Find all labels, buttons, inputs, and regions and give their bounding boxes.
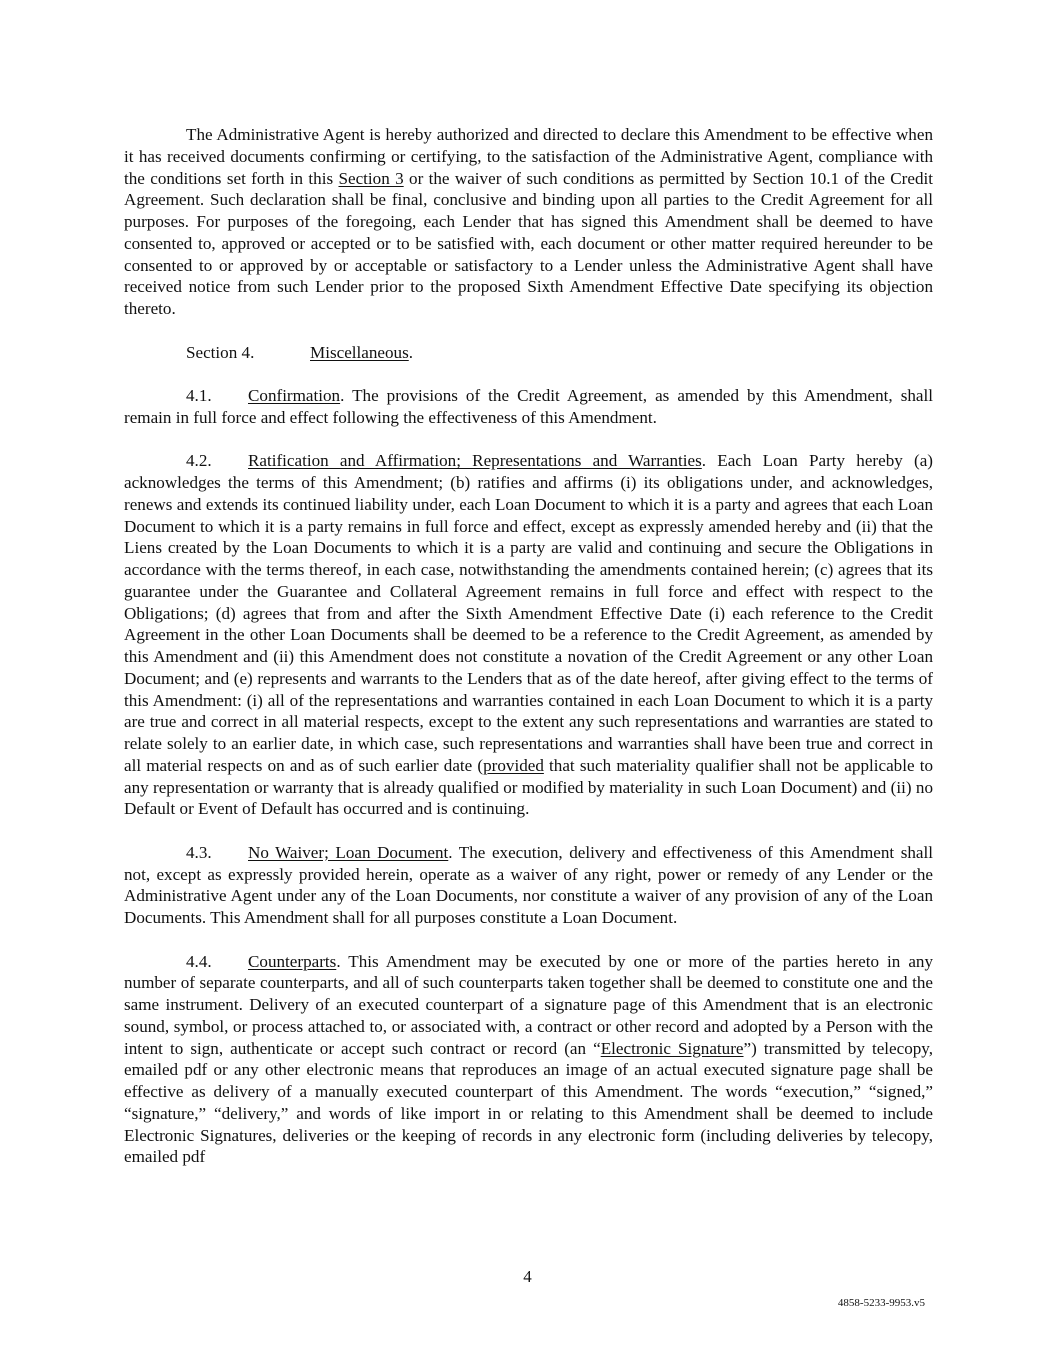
section-4-1-paragraph xyxy=(124,385,933,429)
document-page xyxy=(124,124,933,1190)
intro-text-2: or the waiver of such conditions as permitted by Section 10.1 of the Credit Agreement. Such declaration shall be final, conclusive and binding upon all parties to the Credit Agreement for all purposes. For purposes of the foregoing, each Lender that has signed this Amendment shall be deemed to have consented to, approved or accepted or to be satisfied with, each document or other matter required hereunder to be consented to or approved by or acceptable or satisfactory to a Lender unless the Administrative Agent shall have received notice from such Lender prior to the proposed Sixth Amendment Effective Date specifying its objection thereto. xyxy=(124,168,934,318)
section-4-heading xyxy=(186,342,933,364)
section-4-2-paragraph xyxy=(124,450,933,820)
section-3-reference: Section 3 xyxy=(338,168,404,188)
section-4-3-title: No Waiver; Loan Document xyxy=(248,842,449,862)
document-id: 4858-5233-9953.v5 xyxy=(837,1297,925,1309)
intro-paragraph xyxy=(124,124,933,320)
section-4-4-paragraph xyxy=(124,951,933,1169)
electronic-signature-term: Electronic Signature xyxy=(600,1038,744,1058)
section-4-label: Section 4. xyxy=(186,342,255,362)
section-4-1-title: Confirmation xyxy=(248,386,341,405)
section-4-2-text-2: that such materiality qualifier shall not be applicable to any representation or warranty that is already qualified or modified by materiality in such Loan Document) and (ii) no Default or Event of Default has occurred and is continuing. xyxy=(124,755,933,819)
section-4-4-text-1: . This Amendment may be executed by one or more of the parties hereto in any number of separate counterparts, and all of such counterparts taken together shall be deemed to constitute one and the same instrument. Delivery of an executed counterpart of a signature page of this Amendment that is an electronic sound, symbol, or process attached to, or associated with, a contract or other record and adopted by a Person with the intent to sign, authenticate or accept such contract or record (an “ xyxy=(124,951,933,1058)
section-4-3-paragraph xyxy=(124,842,933,929)
page-number: 4 xyxy=(523,1267,532,1286)
section-4-3-number: 4.3. xyxy=(186,842,212,862)
section-4-1-text: . The provisions of the Credit Agreement, as amended by this Amendment, shall remain in full force and effect following the effectiveness of this Amendment. xyxy=(124,386,933,427)
section-4-4-text-2: ”) transmitted by telecopy, emailed pdf or any other electronic means that reproduces an image of an actual executed signature page shall be effective as delivery of a manually executed counterpart of this Amendment. The words “execution,” “signed,” “signature,” “delivery,” and words of like import in or relating to this Amendment shall be deemed to include Electronic Signatures, deliveries or the keeping of records in any electronic form (including deliveries by telecopy, emailed pdf xyxy=(124,1038,934,1167)
section-4-2-text-1: . Each Loan Party hereby (a) acknowledges the terms of this Amendment; (b) ratifies and affirms (i) its obligations under, and acknowledges, renews and extends its continued liability under, each Loan Document to which it is a party and agrees that each Loan Document to which it is a party remains in full force and effect, except as expressly amended hereby and (ii) that the Liens created by the Loan Documents to which it is a party are valid and continuing and secure the Obligations in accordance with the terms thereof, in each case, notwithstanding the amendments contained herein; (c) agrees that its guarantee under the Guarantee and Collateral Agreement remains in full force and effect with respect to the Obligations; (d) agrees that from and after the Sixth Amendment Effective Date (i) each reference to the Credit Agreement in the other Loan Documents shall be deemed to be a reference to the Credit Agreement, as amended by this Amendment and (ii) this Amendment does not constitute a novation of the Credit Agreement or any other Loan Document; and (e) represents and warrants to the Lenders that as of the date hereof, after giving effect to the terms of this Amendment: (i) all of the representations and warranties contained in each Loan Document to which it is a party are true and correct in all material respects, except to the extent any such representations and warranties are stated to relate solely to an earlier date, in which case, such representations and warranties shall have been true and correct in all material respects on and as of such earlier date ( xyxy=(124,451,933,775)
intro-text-1: The Administrative Agent is hereby authorized and directed to declare this Amendment to be effective when it has received documents confirming or certifying, to the satisfaction of the Administrative Agent, compliance with the conditions set forth in this xyxy=(124,125,933,188)
section-4-1-number: 4.1. xyxy=(186,386,212,405)
section-4-3-text: . The execution, delivery and effectiveness of this Amendment shall not, except as expressly provided herein, operate as a waiver of any right, power or remedy of any Lender or the Administrative Agent under any of the Loan Documents, nor constitute a waiver of any provision of any of the Loan Documents. This Amendment shall for all purposes constitute a Loan Document. xyxy=(124,842,933,927)
section-4-title: Miscellaneous xyxy=(310,342,409,362)
section-4-period: . xyxy=(408,342,414,362)
section-4-4-number: 4.4. xyxy=(186,951,212,971)
section-4-2-number: 4.2. xyxy=(186,451,212,471)
section-4-4-title: Counterparts xyxy=(248,951,337,971)
provided-term: provided xyxy=(483,755,544,775)
section-4-2-title: Ratification and Affirmation; Representations and Warranties xyxy=(248,451,702,471)
